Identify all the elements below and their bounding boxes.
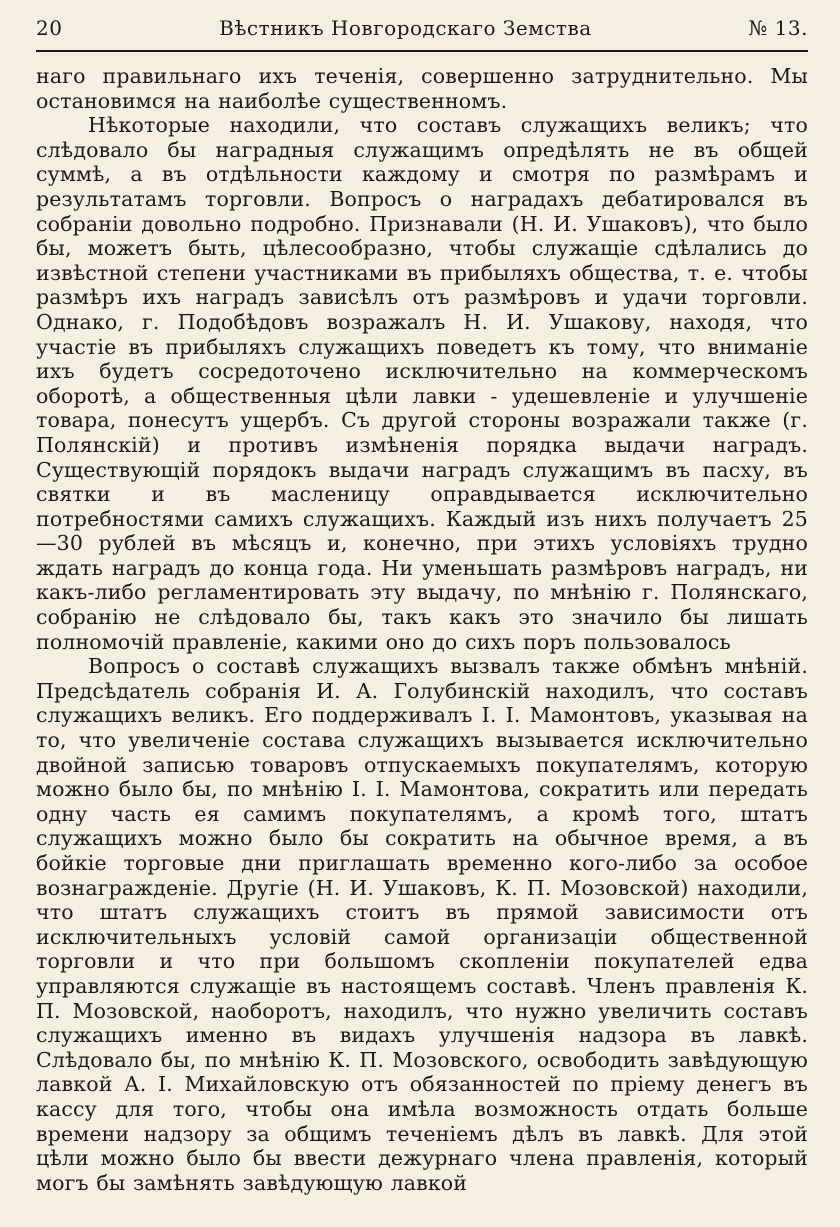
document-page <box>36 16 808 1195</box>
paragraph-rewards: Нѣкоторые находили, что составъ служащихъ великъ; что слѣдовало бы наградныя служащимъ опредѣлять не въ общей суммѣ, а въ отдѣльности каждому и смотря по размѣрамъ и результатамъ торговли. Вопросъ о наградахъ дебатировался въ собраніи довольно подробно. Признавали (Н. И. Ушаковъ), что было бы, можетъ быть, цѣлесообразно, чтобы служащіе сдѣлались до извѣстной степени участниками въ прибыляхъ общества, т. е. чтобы размѣръ ихъ наградъ зависѣлъ отъ размѣровъ и удачи торговли. Однако, г. Подобѣдовъ возражалъ Н. И. Ушакову, находя, что участіе въ прибыляхъ служащихъ поведетъ къ тому, что вниманіе ихъ будетъ сосредоточено исключительно на коммерческомъ оборотѣ, а общественныя цѣли лавки - удешевленіе и улучшеніе товара, понесутъ ущербъ. Съ другой стороны возражали также (г. Полянскій) и противъ измѣненія порядка выдачи наградъ. Существующій порядокъ выдачи наградъ служащимъ въ пасху, въ святки и въ масленицу оправдывается исключительно потребностями самихъ служащихъ. Каждый изъ нихъ получаетъ 25—30 рублей въ мѣсяцъ и, конечно, при этихъ условіяхъ трудно ждать наградъ до конца года. Ни уменьшать размѣровъ наградъ, ни какъ-либо регламентировать эту выдачу, по мнѣнію г. Полянскаго, собранію не слѣдовало бы, такъ какъ это значило бы лишать полномочій правленіе, какими оно до сихъ поръ пользовалось <box>36 113 808 654</box>
paragraph-staff: Вопросъ о составѣ служащихъ вызвалъ также обмѣнъ мнѣній. Предсѣдатель собранія И. А. Голубинскій находилъ, что составъ служащихъ великъ. Его поддерживалъ І. І. Мамонтовъ, указывая на то, что увеличеніе состава служащихъ вызывается исключительно двойной записью товаровъ отпускаемыхъ покупателямъ, которую можно было бы, по мнѣнію І. І. Мамонтова, сократить или передать одну часть ея самимъ покупателямъ, а кромѣ того, штатъ служащихъ можно было бы сократить на обычное время, а въ бойкіе торговые дни приглашать временно кого-либо за особое вознагражденіе. Другіе (Н. И. Ушаковъ, К. П. Мозовской) находили, что штатъ служащихъ стоитъ въ прямой зависимости отъ исключительныхъ условій самой организаціи общественной торговли и что при большомъ скопленіи покупателей едва управляются служащіе въ настоящемъ составѣ. Членъ правленія К. П. Мозовской, наоборотъ, находилъ, что нужно увеличить составъ служащихъ именно въ видахъ улучшенія надзора въ лавкѣ. Слѣдовало бы, по мнѣнію К. П. Мозовского, освободить завѣдующую лавкой А. І. Михайловскую отъ обязанностей по пріему денегъ въ кассу для того, чтобы она имѣла возможность отдать больше времени надзору за общимъ теченіемъ дѣлъ въ лавкѣ. Для этой цѣли можно было бы ввести дежурнаго члена правленія, который могъ бы замѣнять завѣдующую лавкой <box>36 654 808 1195</box>
paragraph-continuation: наго правильнаго ихъ теченія, совершенно затруднительно. Мы остановимся на наиболѣе существенномъ. <box>36 64 808 113</box>
page-header <box>36 16 808 46</box>
page-number: 20 <box>36 16 63 40</box>
issue-number: № 13. <box>748 16 808 40</box>
article-body <box>36 64 808 1195</box>
journal-title: Вѣстникъ Новгородскаго Земства <box>219 16 592 40</box>
header-rule <box>36 50 808 52</box>
